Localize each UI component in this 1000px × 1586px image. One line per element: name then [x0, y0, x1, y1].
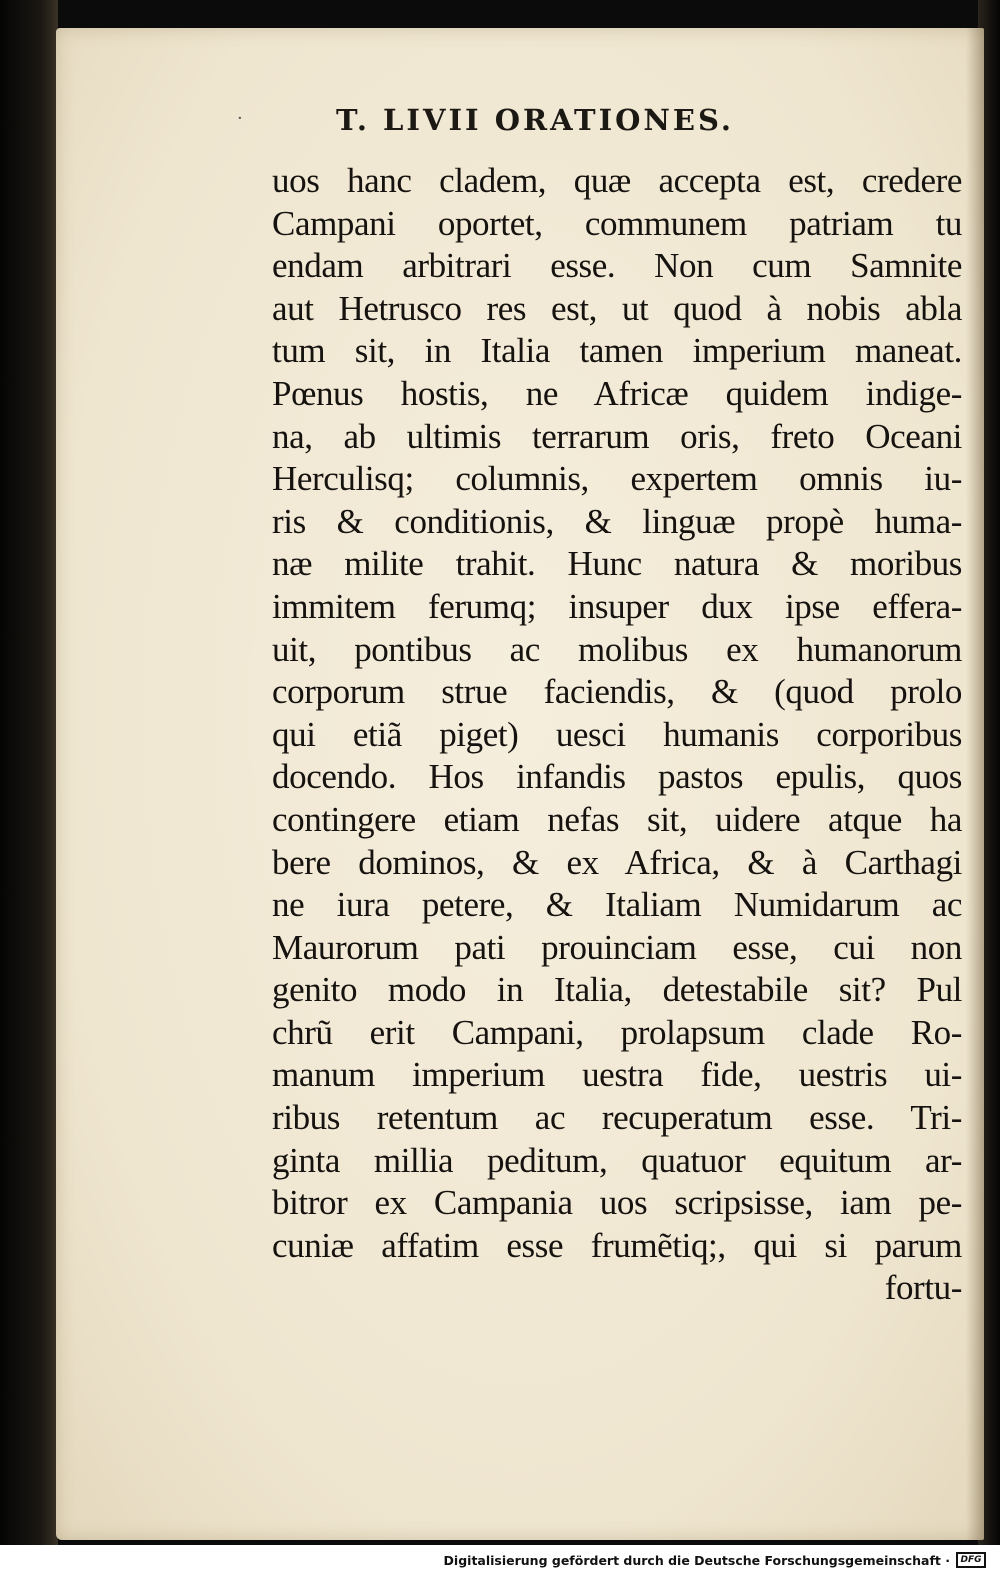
text-line: immitem ferumq; insuper dux ipse effera-: [272, 586, 962, 626]
body-text: [272, 160, 962, 1310]
text-line: corporum strue faciendis, & (quod prolo: [272, 672, 962, 712]
text-line: cuniæ affatim esse frumẽtiq;, qui si parum: [272, 1225, 962, 1265]
text-line: næ milite trahit. Hunc natura & moribus: [272, 544, 962, 584]
text-line: uos hanc cladem, quæ accepta est, credere: [272, 161, 962, 200]
text-line: Campani oportet, communem patriam tu: [272, 203, 962, 243]
funding-credit: Digitalisierung gefördert durch die Deutsche Forschungsgemeinschaft ·: [443, 1553, 950, 1568]
text-line: ris & conditionis, & linguæ propè huma-: [272, 501, 962, 541]
text-line: manum imperium uestra fide, uestris ui-: [272, 1055, 962, 1095]
text-line: Maurorum pati prouinciam esse, cui non: [272, 927, 962, 967]
text-line: ne iura petere, & Italiam Numidarum ac: [272, 885, 962, 925]
text-line: endam arbitrari esse. Non cum Samnite: [272, 246, 962, 286]
text-line: Pœnus hostis, ne Africæ quidem indige-: [272, 373, 962, 413]
running-head: T. LIVII ORATIONES.: [336, 103, 735, 137]
dfg-logo-icon: DFG: [956, 1552, 986, 1568]
margin-mark: ·: [237, 108, 243, 129]
text-line: contingere etiam nefas sit, uidere atque ha: [272, 799, 962, 839]
text-line: tum sit, in Italia tamen imperium maneat.: [272, 331, 962, 371]
text-line: genito modo in Italia, detestabile sit? Pul: [272, 970, 962, 1010]
text-line: docendo. Hos infandis pastos epulis, quos: [272, 757, 962, 797]
scan-edge-left: [0, 0, 58, 1545]
catchword: fortu-: [884, 1268, 962, 1308]
text-line: Herculisq; columnis, expertem omnis iu-: [272, 459, 962, 499]
text-line: ribus retentum ac recuperatum esse. Tri-: [272, 1098, 962, 1138]
text-line: bitror ex Campania uos scripsisse, iam pe-: [272, 1183, 962, 1223]
text-line: uit, pontibus ac molibus ex humanorum: [272, 629, 962, 669]
text-line: ginta millia peditum, quatuor equitum ar-: [272, 1140, 962, 1180]
text-line: aut Hetrusco res est, ut quod à nobis abla: [272, 288, 962, 328]
text-line: qui etiã piget) uesci humanis corporibus: [272, 714, 962, 754]
text-line: na, ab ultimis terrarum oris, freto Oceani: [272, 416, 962, 456]
text-line: chrũ erit Campani, prolapsum clade Ro-: [272, 1012, 962, 1052]
text-line: bere dominos, & ex Africa, & à Carthagi: [272, 842, 962, 882]
